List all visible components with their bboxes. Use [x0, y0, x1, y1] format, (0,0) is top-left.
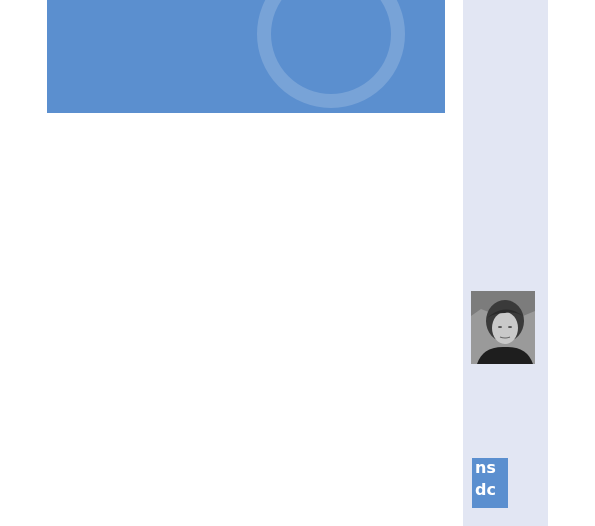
nsdc-logo	[472, 458, 508, 508]
masthead-swirl	[257, 0, 405, 108]
masthead	[47, 0, 445, 113]
portrait-image	[471, 291, 535, 364]
article-column-1	[47, 277, 235, 279]
sidebar	[463, 0, 548, 526]
logo-letters-bottom: dc	[475, 480, 496, 499]
portrait-photo	[471, 291, 535, 364]
logo-letters-top: ns	[475, 458, 496, 477]
